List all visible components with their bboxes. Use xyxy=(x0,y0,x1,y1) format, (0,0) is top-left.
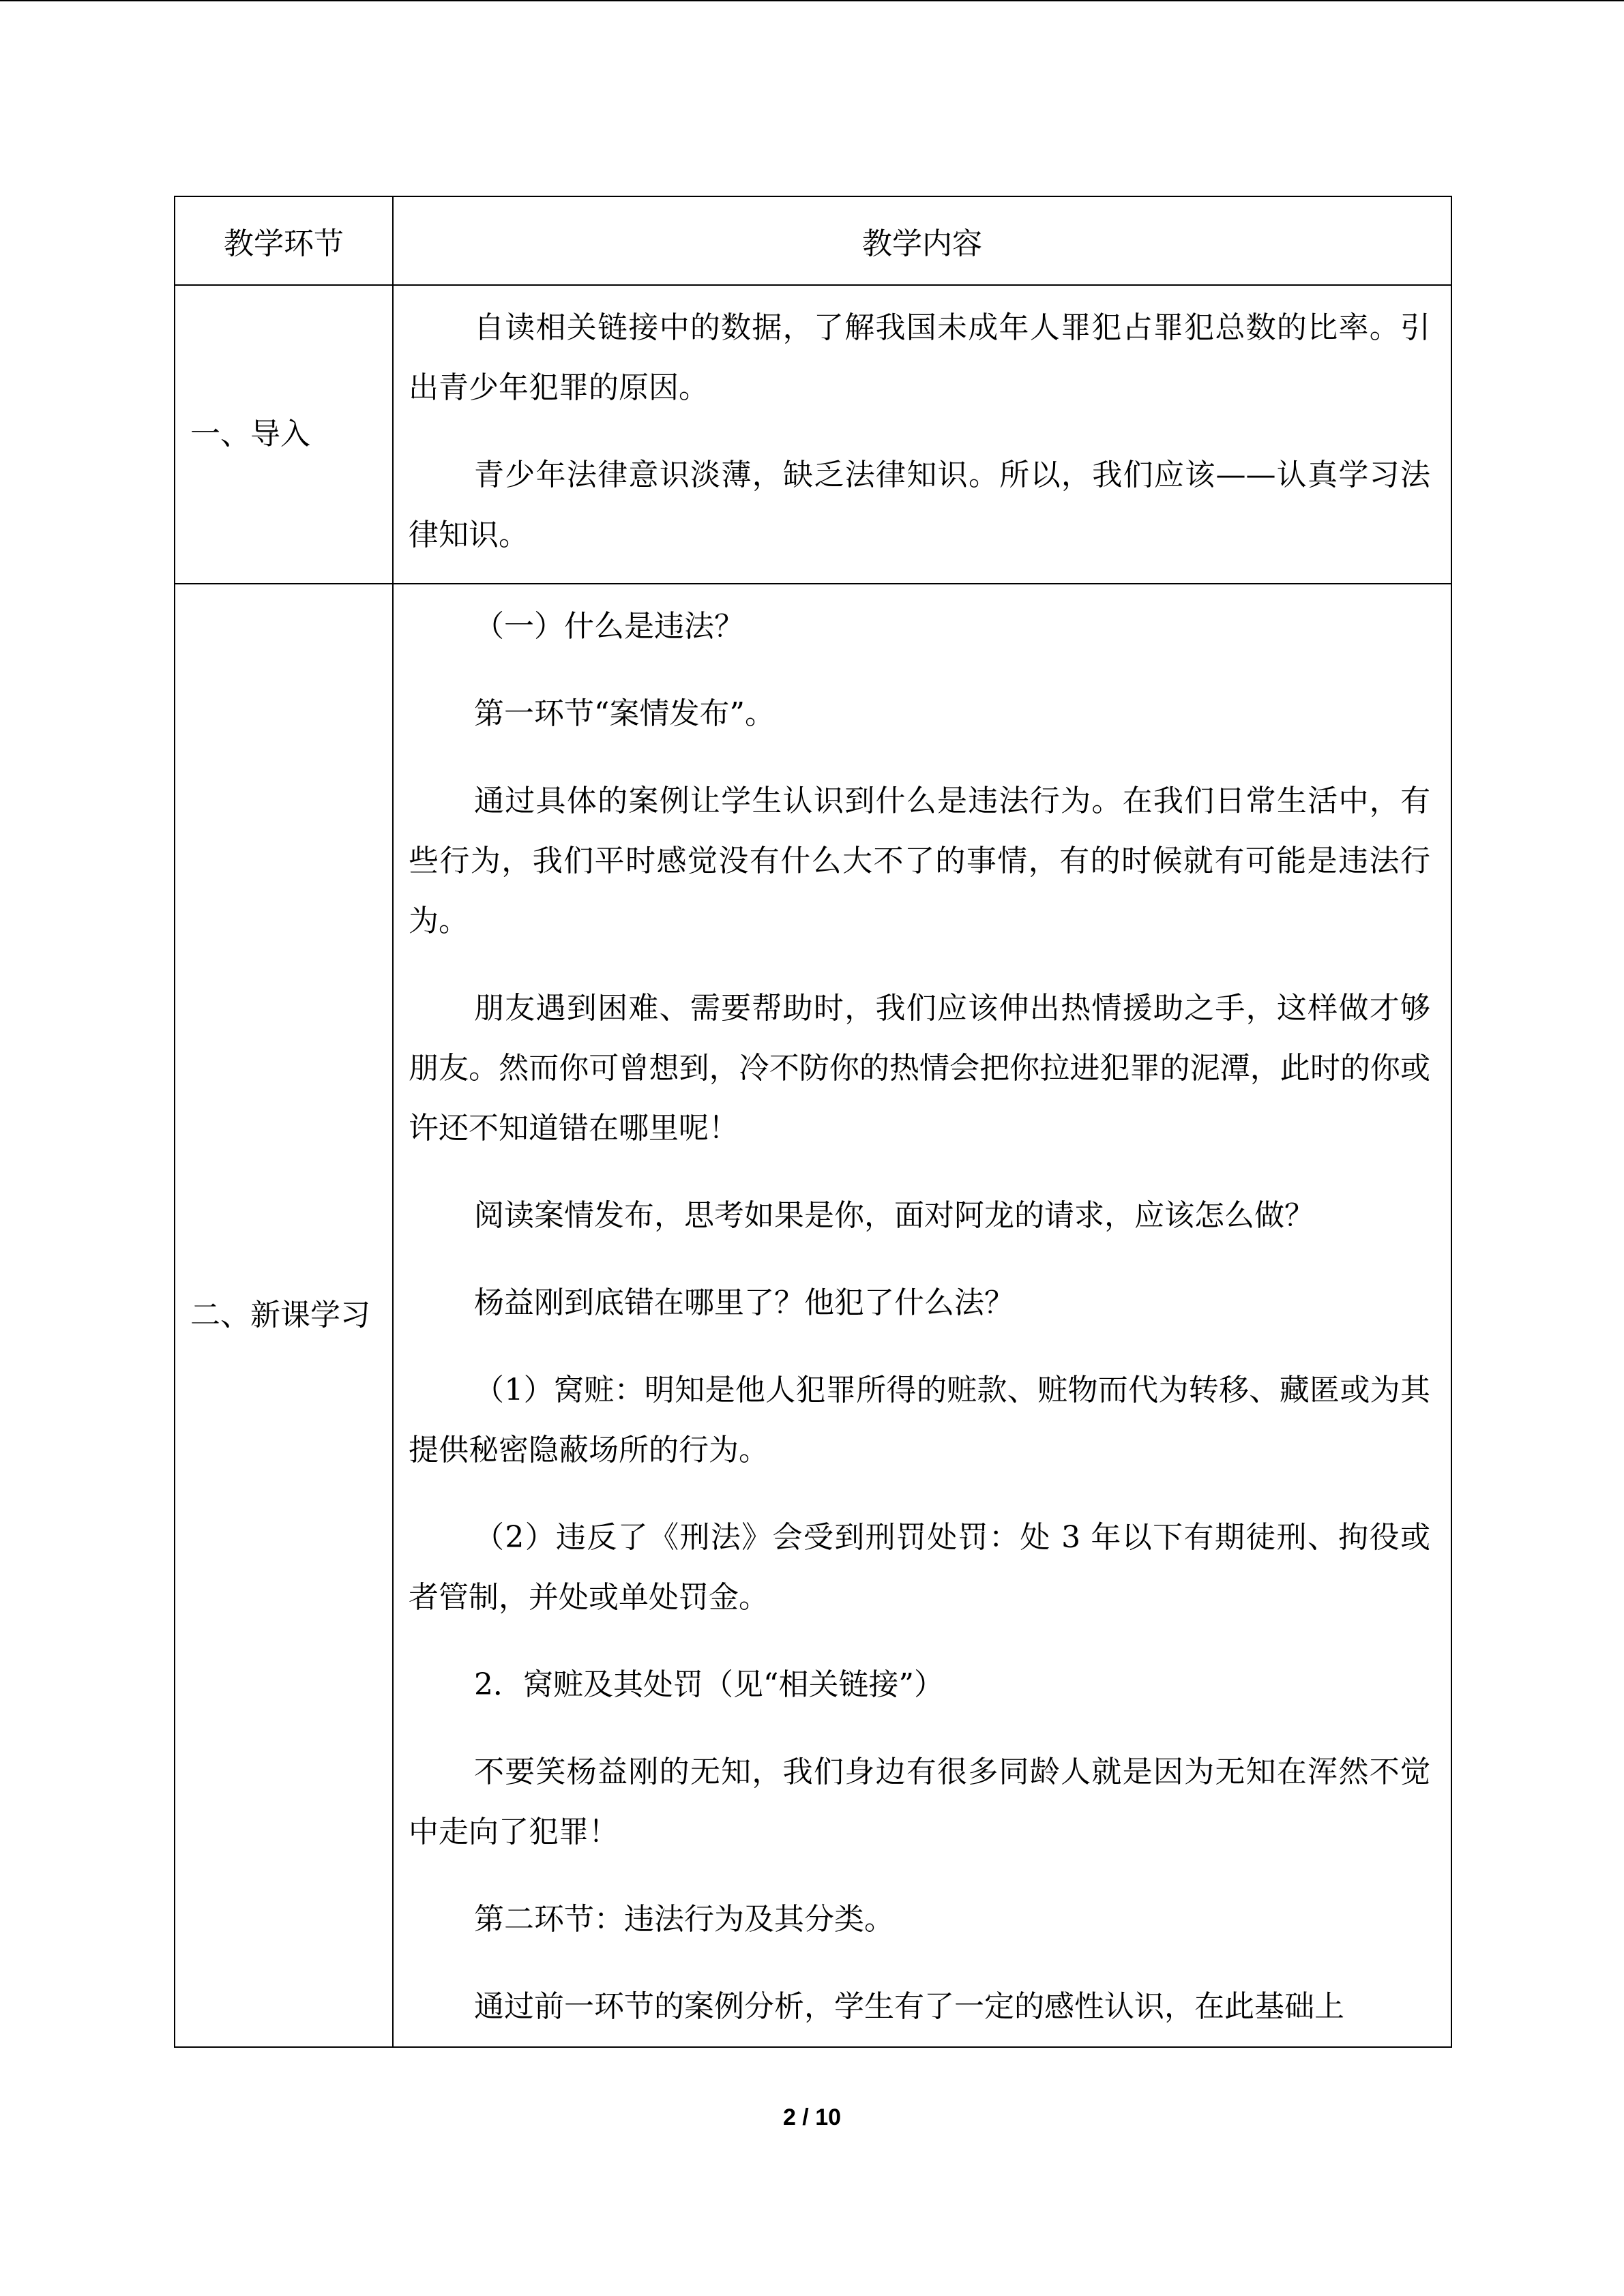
page-number: 2 / 10 xyxy=(782,2104,842,2130)
content-paragraph: 不要笑杨益刚的无知，我们身边有很多同龄人就是因为无知在浑然不觉中走向了犯罪！ xyxy=(409,1755,1430,1849)
table-row xyxy=(175,285,1451,584)
table-header-row xyxy=(175,196,1451,285)
content-paragraph: 杨益刚到底错在哪里了？他犯了什么法？ xyxy=(474,1285,1014,1320)
content-paragraph: 2．窝赃及其处罚（见“相关链接”） xyxy=(474,1667,944,1702)
stage-cell-intro: 一、导入 xyxy=(175,285,393,584)
lesson-plan-table xyxy=(174,196,1452,2048)
table-row xyxy=(175,584,1451,2047)
content-paragraph: 阅读案情发布，思考如果是你，面对阿龙的请求，应该怎么做？ xyxy=(474,1198,1314,1233)
content-paragraph: 第一环节“案情发布”。 xyxy=(474,696,775,731)
header-content: 教学内容 xyxy=(393,196,1451,285)
content-paragraph: 朋友遇到困难、需要帮助时，我们应该伸出热情援助之手，这样做才够朋友。然而你可曾想到，冷不防你的热情会把你拉进犯罪的泥潭，此时的你或许还不知道错在哪里呢！ xyxy=(409,991,1430,1146)
content-paragraph: 自读相关链接中的数据，了解我国未成年人罪犯占罪犯总数的比率。引出青少年犯罪的原因。 xyxy=(409,310,1430,405)
content-paragraph: （一）什么是违法？ xyxy=(474,609,744,644)
content-paragraph: 第二环节：违法行为及其分类。 xyxy=(474,1902,894,1937)
content-cell-intro xyxy=(393,285,1451,584)
content-cell-new-lesson xyxy=(393,584,1451,2047)
page-top-rule xyxy=(0,0,1624,1)
content-paragraph: 青少年法律意识淡薄，缺乏法律知识。所以，我们应该——认真学习法律知识。 xyxy=(409,458,1430,552)
content-paragraph: （1）窝赃：明知是他人犯罪所得的赃款、赃物而代为转移、藏匿或为其提供秘密隐蔽场所的行为。 xyxy=(409,1373,1430,1467)
content-paragraph: 通过前一环节的案例分析，学生有了一定的感性认识，在此基础上 xyxy=(474,1989,1344,2024)
content-paragraph: （2）违反了《刑法》会受到刑罚处罚：处 3 年以下有期徒刑、拘役或者管制，并处或单处罚金。 xyxy=(409,1520,1430,1615)
stage-cell-new-lesson: 二、新课学习 xyxy=(175,584,393,2047)
content-paragraph: 通过具体的案例让学生认识到什么是违法行为。在我们日常生活中，有些行为，我们平时感觉没有什么大不了的事情，有的时候就有可能是违法行为。 xyxy=(409,784,1430,938)
header-stage: 教学环节 xyxy=(175,196,393,285)
